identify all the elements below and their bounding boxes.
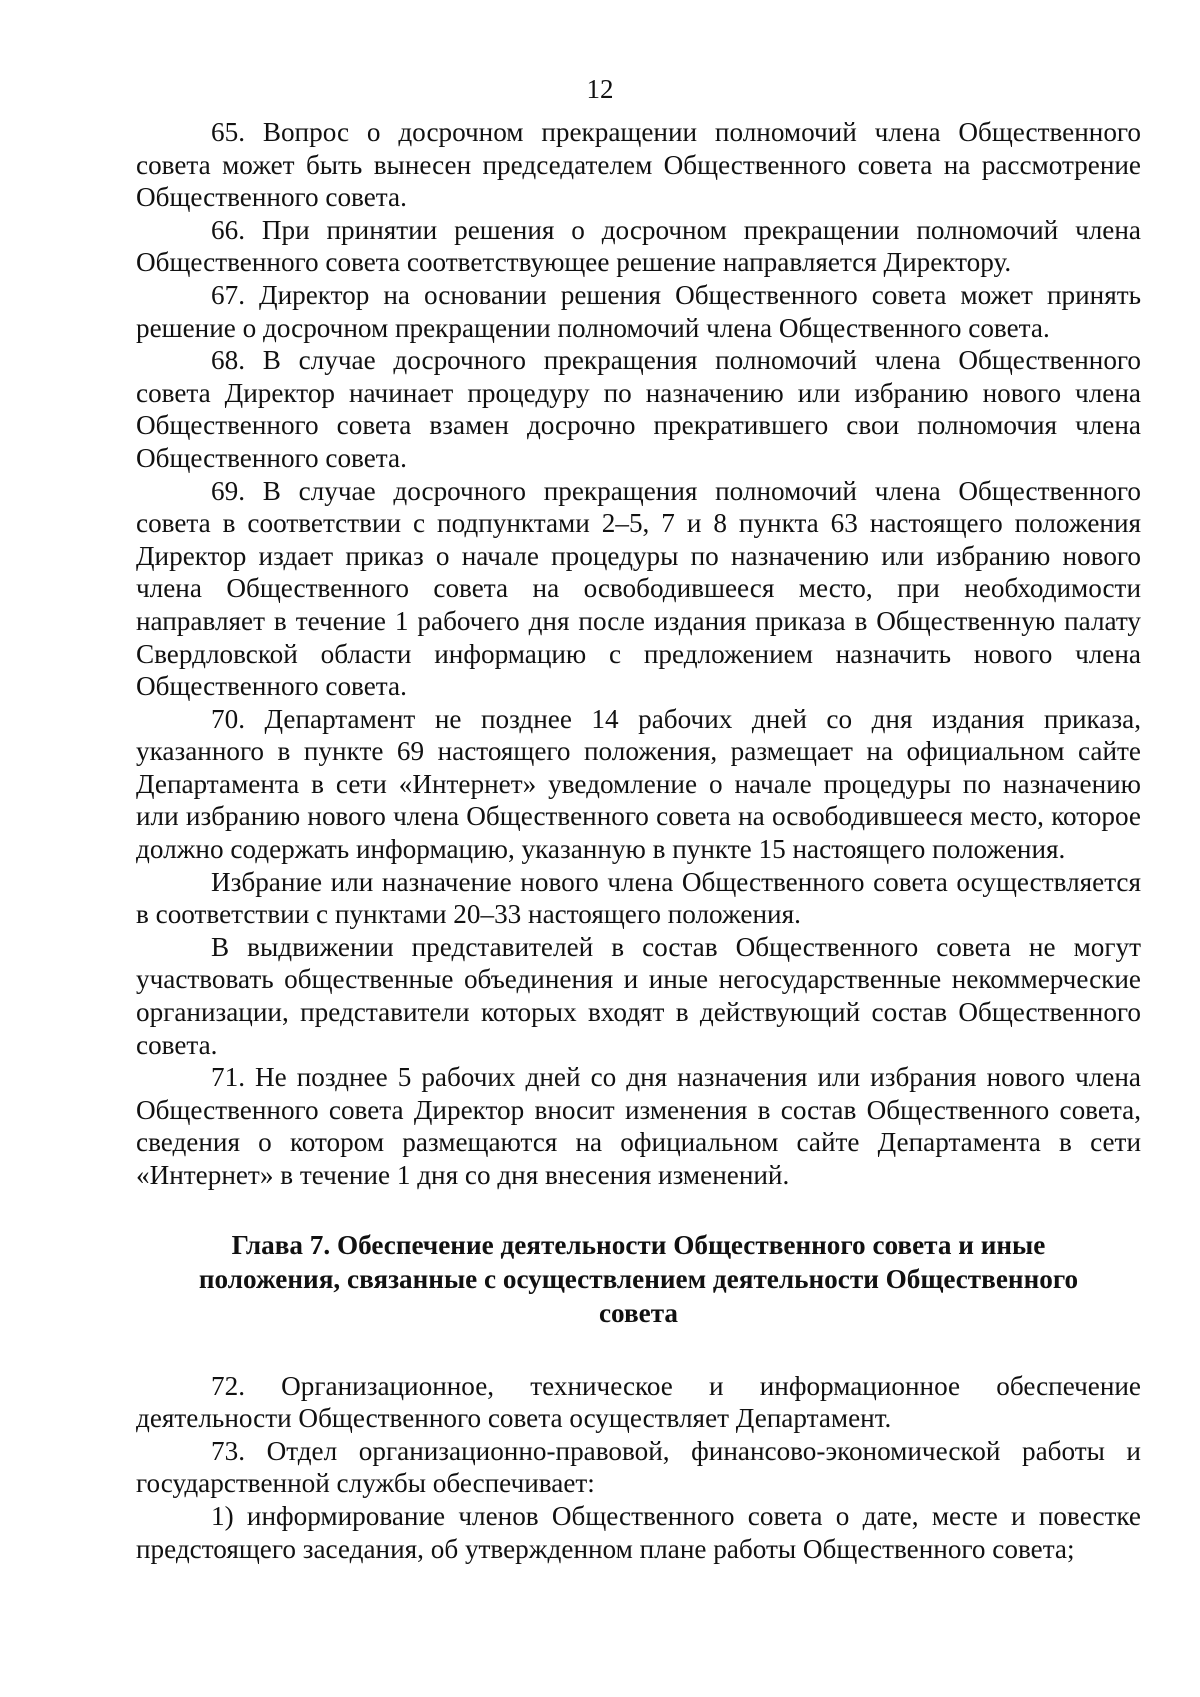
paragraph-69: 69. В случае досрочного прекращения полномочий члена Общественного совета в соответствии с подпунктами 2–5, 7 и 8 пункта 63 настоящего положения Директор издает приказ о начале процедуры по назначению или избранию нового члена Общественного совета на освободившееся место, при необходимости направляет в течение 1 рабочего дня после издания приказа в Общественную палату Свердловской области информацию с предложением назначить нового члена Общественного совета. — [136, 475, 1141, 702]
paragraph-70-election: Избрание или назначение нового члена Общественного совета осуществляется в соответствии с пунктами 20–33 настоящего положения. — [136, 866, 1141, 930]
document-body — [136, 116, 1141, 1565]
page-number: 12 — [586, 74, 614, 104]
paragraph-73-item-1: 1) информирование членов Общественного совета о дате, месте и повестке предстоящего заседания, об утвержденном плане работы Общественного совета; — [136, 1500, 1141, 1564]
paragraph-68: 68. В случае досрочного прекращения полномочий члена Общественного совета Директор начинает процедуру по назначению или избранию нового члена Общественного совета взамен досрочно прекратившего свои полномочия члена Общественного совета. — [136, 345, 1141, 473]
paragraph-73: 73. Отдел организационно-правовой, финансово-экономической работы и государственной службы обеспечивает: — [136, 1435, 1141, 1499]
chapter-heading: Глава 7. Обеспечение деятельности Общественного совета и иные положения, связанные с осуществлением деятельности Общественного совета — [198, 1229, 1079, 1328]
paragraph-70: 70. Департамент не позднее 14 рабочих дней со дня издания приказа, указанного в пункте 69 настоящего положения, размещает на официальном сайте Департамента в сети «Интернет» уведомление о начале процедуры по назначению или избранию нового члена Общественного совета на освободившееся место, которое должно содержать информацию, указанную в пункте 15 настоящего положения. — [136, 703, 1141, 865]
paragraph-70-nomination: В выдвижении представителей в состав Общественного совета не могут участвовать общественные объединения и иные негосударственные некоммерческие организации, представители которых входят в действующий состав Общественного совета. — [136, 931, 1141, 1060]
paragraph-65: 65. Вопрос о досрочном прекращении полномочий члена Общественного совета может быть вынесен председателем Общественного совета на рассмотрение Общественного совета. — [136, 117, 1141, 213]
paragraph-67: 67. Директор на основании решения Общественного совета может принять решение о досрочном прекращении полномочий члена Общественного совета. — [136, 279, 1141, 343]
paragraph-71: 71. Не позднее 5 рабочих дней со дня назначения или избрания нового члена Общественного совета Директор вносит изменения в состав Общественного совета, сведения о котором размещаются на официальном сайте Департамента в сети «Интернет» в течение 1 дня со дня внесения изменений. — [136, 1062, 1141, 1190]
paragraph-72: 72. Организационное, техническое и информационное обеспечение деятельности Общественного совета осуществляет Департамент. — [136, 1370, 1141, 1434]
paragraph-66: 66. При принятии решения о досрочном прекращении полномочий члена Общественного совета соответствующее решение направляется Директору. — [136, 214, 1141, 278]
